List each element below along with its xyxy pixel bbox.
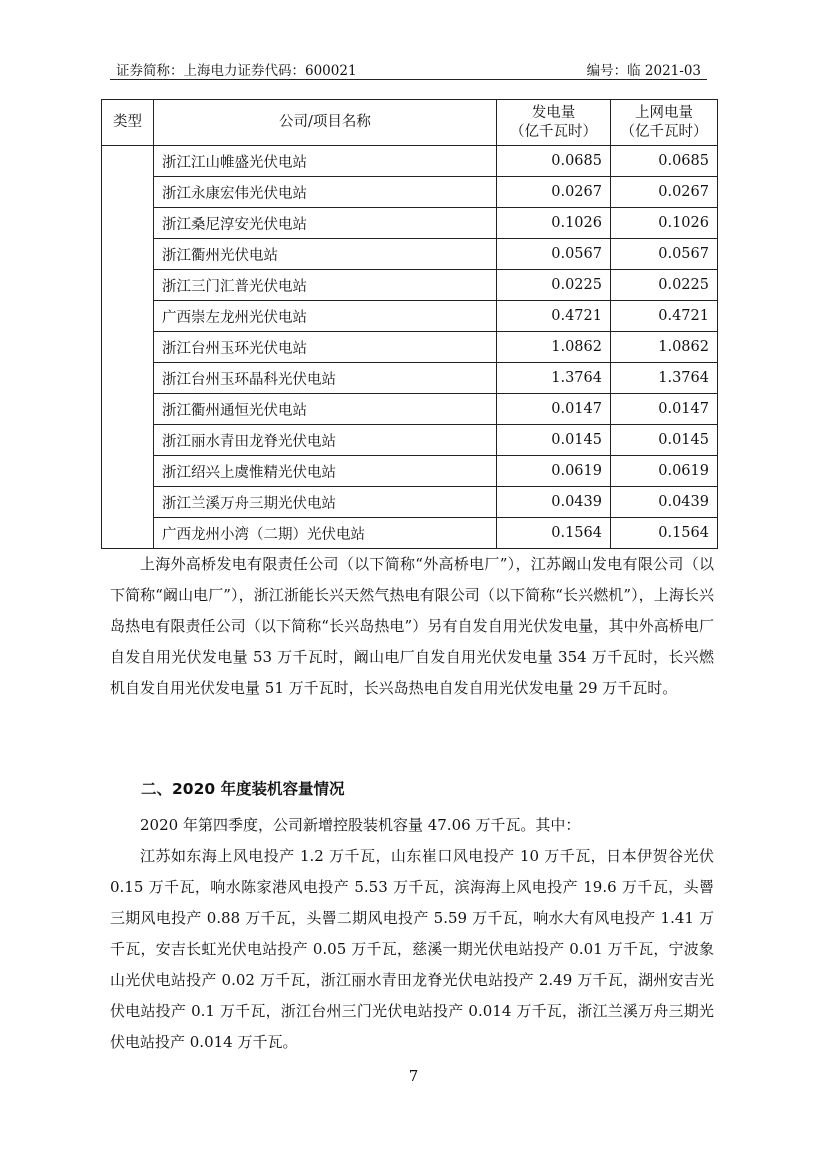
grid-cell: 0.1026 (611, 208, 718, 239)
station-name-cell: 浙江三门汇普光伏电站 (154, 270, 497, 301)
column-header-generation (497, 100, 611, 146)
station-name-cell: 浙江台州玉环光伏电站 (154, 332, 497, 363)
generation-cell: 0.4721 (497, 301, 611, 332)
generation-cell: 0.1564 (497, 518, 611, 549)
table-row (102, 456, 718, 487)
paragraph-self-use-pv-text: 上海外高桥发电有限责任公司（以下简称“外高桥电厂”），江苏阚山发电有限公司（以下简称“阚山电厂”），浙江浙能长兴天然气热电有限公司（以下简称“长兴燃机”），上海长兴岛热电有限责任公司（以下简称“长兴岛热电”）另有自发自用光伏发电量，其中外高桥电厂自发自用光伏发电量 53 万千瓦时，阚山电厂自发自用光伏发电量 354 万千瓦时，长兴燃机自发自用光伏发电量 51 万千瓦时，长兴岛热电自发自用光伏发电量 29 万千瓦时。 (110, 555, 714, 697)
station-name-cell: 浙江绍兴上虞惟精光伏电站 (154, 456, 497, 487)
generation-cell: 0.0145 (497, 425, 611, 456)
column-header-grid-unit: （亿千瓦时） (620, 123, 708, 140)
table-row (102, 394, 718, 425)
paragraph-self-use-pv (110, 549, 714, 704)
page-header (110, 57, 707, 80)
header-security-info: 证券简称：上海电力证券代码：600021 (116, 63, 357, 79)
generation-table (101, 99, 718, 549)
station-name-cell: 浙江台州玉环晶科光伏电站 (154, 363, 497, 394)
table-row (102, 332, 718, 363)
table-row (102, 208, 718, 239)
section-title: 二、2020 年度装机容量情况 (141, 780, 345, 798)
generation-cell: 1.0862 (497, 332, 611, 363)
generation-cell: 0.0619 (497, 456, 611, 487)
grid-cell: 0.0145 (611, 425, 718, 456)
table-row (102, 363, 718, 394)
paragraph-capacity-intro: 2020 年第四季度，公司新增控股装机容量 47.06 万千瓦。其中： (140, 816, 581, 834)
column-header-generation-title: 发电量 (531, 104, 576, 121)
station-name-cell: 浙江永康宏伟光伏电站 (154, 177, 497, 208)
station-name-cell: 浙江衢州光伏电站 (154, 239, 497, 270)
table-row (102, 301, 718, 332)
station-name-cell: 浙江兰溪万舟三期光伏电站 (154, 487, 497, 518)
page-number: 7 (408, 1067, 419, 1085)
table-row (102, 487, 718, 518)
generation-cell: 0.0225 (497, 270, 611, 301)
grid-cell: 0.0225 (611, 270, 718, 301)
station-name-cell: 浙江丽水青田龙脊光伏电站 (154, 425, 497, 456)
paragraph-capacity (110, 810, 714, 1058)
generation-cell: 1.3764 (497, 363, 611, 394)
table-row (102, 425, 718, 456)
table-row (102, 239, 718, 270)
paragraph-capacity-detail: 江苏如东海上风电投产 1.2 万千瓦，山东崔口风电投产 10 万千瓦，日本伊贺谷光伏 0.15 万千瓦，响水陈家港风电投产 5.53 万千瓦，滨海海上风电投产 19.6 万千瓦，头罾三期风电投产 0.88 万千瓦，头罾二期风电投产 5.59 万千瓦，响水大有风电投产 1.41 万千瓦，安吉长虹光伏电站投产 0.05 万千瓦，慈溪一期光伏电站投产 0.01 万千瓦，宁波象山光伏电站投产 0.02 万千瓦，浙江丽水青田龙脊光伏电站投产 2.49 万千瓦，湖州安吉光伏电站投产 0.1 万千瓦，浙江台州三门光伏电站投产 0.014 万千瓦，浙江兰溪万舟三期光伏电站投产 0.014 万千瓦。 (110, 847, 714, 1051)
column-header-name: 公司/项目名称 (154, 100, 497, 146)
column-header-grid (611, 100, 718, 146)
generation-cell: 0.0267 (497, 177, 611, 208)
station-name-cell: 浙江衢州通恒光伏电站 (154, 394, 497, 425)
grid-cell: 0.1564 (611, 518, 718, 549)
generation-cell: 0.0567 (497, 239, 611, 270)
table-row (102, 518, 718, 549)
grid-cell: 0.4721 (611, 301, 718, 332)
header-announcement-number: 编号：临 2021-03 (586, 63, 701, 79)
generation-cell: 0.1026 (497, 208, 611, 239)
grid-cell: 0.0685 (611, 146, 718, 177)
generation-cell: 0.0685 (497, 146, 611, 177)
table-header-row (102, 100, 718, 146)
grid-cell: 0.0439 (611, 487, 718, 518)
grid-cell: 0.0147 (611, 394, 718, 425)
column-header-generation-unit: （亿千瓦时） (510, 123, 597, 140)
grid-cell: 0.0619 (611, 456, 718, 487)
type-cell (102, 146, 154, 549)
station-name-cell: 浙江桑尼淳安光伏电站 (154, 208, 497, 239)
column-header-type: 类型 (102, 100, 154, 146)
station-name-cell: 广西龙州小湾（二期）光伏电站 (154, 518, 497, 549)
generation-cell: 0.0147 (497, 394, 611, 425)
column-header-grid-title: 上网电量 (635, 104, 693, 121)
station-name-cell: 浙江江山帷盛光伏电站 (154, 146, 497, 177)
grid-cell: 1.0862 (611, 332, 718, 363)
station-name-cell: 广西崇左龙州光伏电站 (154, 301, 497, 332)
grid-cell: 0.0267 (611, 177, 718, 208)
table-row (102, 177, 718, 208)
table-row (102, 146, 718, 177)
table-row (102, 270, 718, 301)
grid-cell: 1.3764 (611, 363, 718, 394)
grid-cell: 0.0567 (611, 239, 718, 270)
generation-cell: 0.0439 (497, 487, 611, 518)
